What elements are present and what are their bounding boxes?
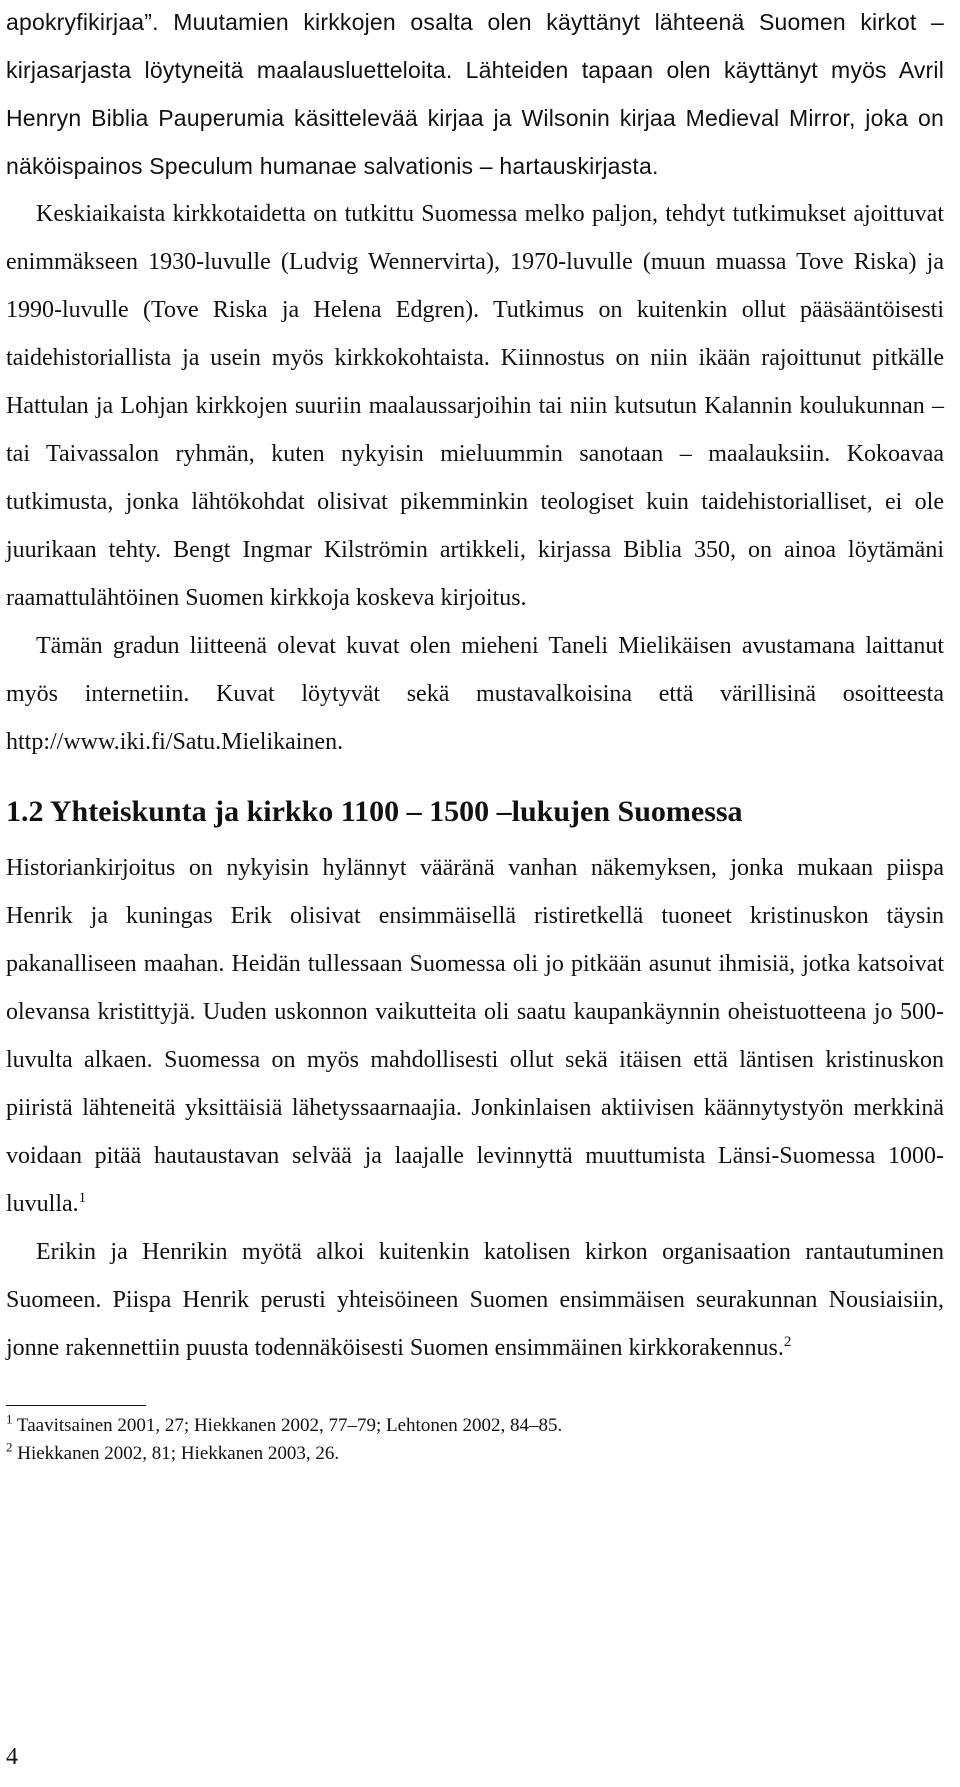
footnote-2 bbox=[6, 1440, 944, 1468]
footnote-number-2: 2 bbox=[6, 1439, 13, 1455]
footnote-separator bbox=[6, 1405, 146, 1406]
research-paragraph: Keskiaikaista kirkkotaidetta on tutkittu Suomessa melko paljon, tehdyt tutkimukset ajoittuvat enimmäkseen 1930-luvulle (Ludvig Wennervirta), 1970-luvulle (muun muassa Tove Riska) ja 1990-luvulle (Tove Riska ja Helena Edgren). Tutkimus on kuitenkin ollut pääsääntöisesti taidehistoriallista ja usein myös kirkkokohtaista. Kiinnostus on niin ikään rajoittunut pitkälle Hattulan ja Lohjan kirkkojen suuriin maalaussarjoihin tai niin kutsutun Kalannin koulukunnan – tai Taivassalon ryhmän, kuten nykyisin mieluummin sanotaan – maalauksiin. Kokoavaa tutkimusta, jonka lähtökohdat olisivat pikemminkin teologiset kuin taidehistorialliset, ei ole juurikaan tehty. Bengt Ingmar Kilströmin artikkeli, kirjassa Biblia 350, on ainoa löytämäni raamattulähtöinen Suomen kirkkoja koskeva kirjoitus. bbox=[6, 201, 944, 611]
section-heading: 1.2 Yhteiskunta ja kirkko 1100 – 1500 –lukujen Suomessa bbox=[6, 795, 743, 828]
church-paragraph bbox=[6, 1228, 944, 1372]
footnote-ref-2: 2 bbox=[783, 1334, 792, 1350]
footnote-text-1: Taavitsainen 2001, 27; Hiekkanen 2002, 77–79; Lehtonen 2002, 84–85. bbox=[16, 1415, 563, 1436]
footnote-number-1: 1 bbox=[6, 1411, 13, 1427]
footnote-ref-1: 1 bbox=[78, 1190, 87, 1206]
internet-paragraph: Tämän gradun liitteenä olevat kuvat olen mieheni Taneli Mielikäisen avustamana laittanut myös internetiin. Kuvat löytyvät sekä mustavalkoisina että värillisinä osoitteesta http://www.iki.fi/Satu.Mielikainen. bbox=[6, 633, 944, 755]
footnote-1 bbox=[6, 1412, 944, 1440]
church-paragraph-text: Erikin ja Henrikin myötä alkoi kuitenkin katolisen kirkon organisaation rantautuminen Suomeen. Piispa Henrik perusti yhteisöineen Suomen ensimmäisen seurakunnan Nousiaisiin, jonne rakennettiin puusta todennäköisesti Suomen ensimmäinen kirkkorakennus. bbox=[6, 1239, 944, 1361]
history-paragraph-text: Historiankirjoitus on nykyisin hylännyt vääränä vanhan näkemyksen, jonka mukaan piispa Henrik ja kuningas Erik olisivat ensimmäisellä ristiretkellä tuoneet kristinuskon täysin pakanalliseen maahan. Heidän tullessaan Suomessa oli jo pitkään asunut ihmisiä, jotka katsoivat olevansa kristittyjä. Uuden uskonnon vaikutteita oli saatu kaupankäynnin oheistuotteena jo 500-luvulta alkaen. Suomessa on myös mahdollisesti ollut sekä itäisen että läntisen kristinuskon piiristä lähteneitä yksittäisiä lähetyssaarnaajia. Jonkinlaisen aktiivisen käännytystyön merkkinä voidaan pitää hautaustavan selvää ja laajalle levinnyttä muuttumista Länsi-Suomessa 1000-luvulla. bbox=[6, 855, 944, 1217]
history-paragraph bbox=[6, 844, 944, 1228]
intro-paragraph: apokryfikirjaa”. Muutamien kirkkojen osalta olen käyttänyt lähteenä Suomen kirkot –kirjasarjasta löytyneitä maalausluetteloita. Lähteiden tapaan olen käyttänyt myös Avril Henryn Biblia Pauperumia käsittelevää kirjaa ja Wilsonin kirjaa Medieval Mirror, joka on näköispainos Speculum humanae salvationis – hartauskirjasta. bbox=[6, 9, 944, 179]
page-number: 4 bbox=[6, 1744, 18, 1770]
document-page bbox=[6, 0, 944, 1468]
footnote-text-2: Hiekkanen 2002, 81; Hiekkanen 2003, 26. bbox=[17, 1443, 340, 1464]
